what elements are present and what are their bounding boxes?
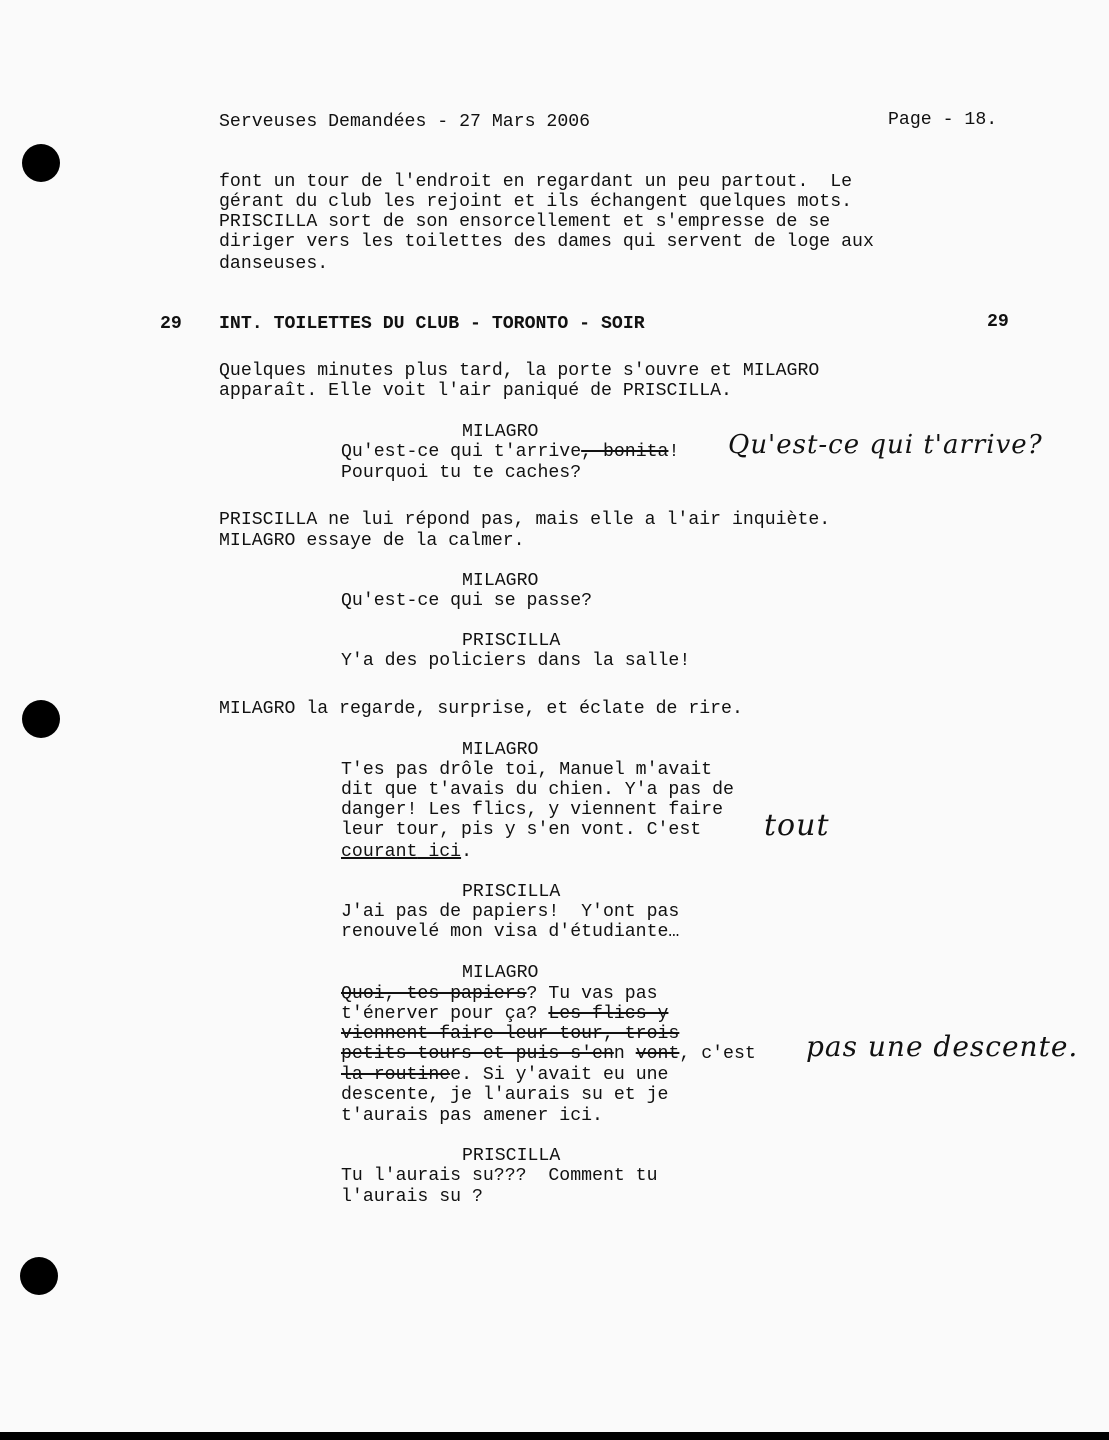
dialogue-line bbox=[341, 1065, 668, 1085]
dialogue-line: Y'a des policiers dans la salle! bbox=[341, 651, 691, 671]
character-name: PRISCILLA bbox=[462, 631, 561, 651]
dialogue-text: n bbox=[613, 1044, 636, 1064]
action-line: MILAGRO la regarde, surprise, et éclate de rire. bbox=[219, 699, 743, 719]
header-page-number: Page - 18. bbox=[888, 110, 998, 130]
punch-hole-middle bbox=[22, 700, 60, 738]
dialogue-line: T'es pas drôle toi, Manuel m'avait bbox=[341, 760, 713, 780]
header-title: Serveuses Demandées - 27 Mars 2006 bbox=[219, 112, 591, 132]
struck-text: Les flics y bbox=[548, 1004, 669, 1024]
action-line: Quelques minutes plus tard, la porte s'ouvre et MILAGRO bbox=[219, 361, 820, 381]
struck-text: viennent faire leur tour, trois bbox=[341, 1024, 680, 1044]
dialogue-line: leur tour, pis y s'en vont. C'est bbox=[341, 820, 702, 840]
dialogue-text: . bbox=[461, 842, 472, 862]
action-line: gérant du club les rejoint et ils échangent quelques mots. bbox=[219, 192, 853, 212]
character-name: PRISCILLA bbox=[462, 882, 561, 902]
dialogue-line: danger! Les flics, y viennent faire bbox=[341, 800, 723, 820]
dialogue-text: ? Tu vas pas bbox=[526, 984, 658, 1004]
scene-heading: INT. TOILETTES DU CLUB - TORONTO - SOIR bbox=[219, 314, 645, 334]
dialogue-text: , c'est bbox=[679, 1044, 756, 1064]
character-name: MILAGRO bbox=[462, 571, 539, 591]
dialogue-text: ! bbox=[668, 442, 680, 462]
dialogue-line: Pourquoi tu te caches? bbox=[341, 463, 582, 483]
dialogue-line bbox=[341, 842, 472, 862]
action-line: danseuses. bbox=[219, 254, 329, 274]
character-name: MILAGRO bbox=[462, 963, 539, 983]
underlined-text: courant bbox=[341, 842, 418, 862]
action-line: diriger vers les toilettes des dames qui servent de loge aux bbox=[219, 232, 874, 252]
action-line: PRISCILLA ne lui répond pas, mais elle a l'air inquiète. bbox=[219, 510, 831, 530]
dialogue-line bbox=[341, 442, 679, 462]
action-line: font un tour de l'endroit en regardant un peu partout. Le bbox=[219, 172, 853, 192]
handwritten-annotation: Qu'est-ce qui t'arrive? bbox=[728, 430, 1043, 460]
dialogue-line bbox=[341, 984, 658, 1004]
scene-number-right: 29 bbox=[987, 312, 1009, 332]
struck-text: ici bbox=[417, 842, 462, 862]
character-name: PRISCILLA bbox=[462, 1146, 561, 1166]
action-line: MILAGRO essaye de la calmer. bbox=[219, 531, 525, 551]
struck-text: la routine bbox=[341, 1065, 451, 1085]
scan-edge bbox=[0, 1432, 1109, 1440]
dialogue-line bbox=[341, 1004, 668, 1024]
punch-hole-bottom bbox=[20, 1257, 58, 1295]
dialogue-text: e. Si y'avait eu une bbox=[450, 1065, 669, 1085]
handwritten-annotation: pas une descente. bbox=[806, 1030, 1079, 1063]
dialogue-line: renouvelé mon visa d'étudiante… bbox=[341, 922, 680, 942]
action-line: apparaît. Elle voit l'air paniqué de PRISCILLA. bbox=[219, 381, 732, 401]
dialogue-line: dit que t'avais du chien. Y'a pas de bbox=[341, 780, 734, 800]
dialogue-line: Tu l'aurais su??? Comment tu bbox=[341, 1166, 658, 1186]
dialogue-line: J'ai pas de papiers! Y'ont pas bbox=[341, 902, 680, 922]
dialogue-text: t'énerver pour ça? bbox=[341, 1004, 549, 1024]
struck-text: vont bbox=[635, 1044, 680, 1064]
struck-text: petits tours et puis s'en bbox=[341, 1044, 614, 1064]
scene-number-left: 29 bbox=[160, 314, 182, 334]
struck-text: , bonita bbox=[581, 442, 669, 462]
character-name: MILAGRO bbox=[462, 740, 539, 760]
struck-text: Quoi, tes papiers bbox=[341, 984, 527, 1004]
dialogue-line: Qu'est-ce qui se passe? bbox=[341, 591, 593, 611]
dialogue-line bbox=[341, 1044, 756, 1064]
action-line: PRISCILLA sort de son ensorcellement et s'empresse de se bbox=[219, 212, 831, 232]
dialogue-line: descente, je l'aurais su et je bbox=[341, 1085, 669, 1105]
dialogue-text: Qu'est-ce qui t'arrive bbox=[341, 442, 582, 462]
handwritten-annotation: tout bbox=[764, 808, 830, 843]
dialogue-line: l'aurais su ? bbox=[341, 1187, 483, 1207]
dialogue-line: t'aurais pas amener ici. bbox=[341, 1106, 603, 1126]
character-name: MILAGRO bbox=[462, 422, 539, 442]
punch-hole-top bbox=[22, 144, 60, 182]
